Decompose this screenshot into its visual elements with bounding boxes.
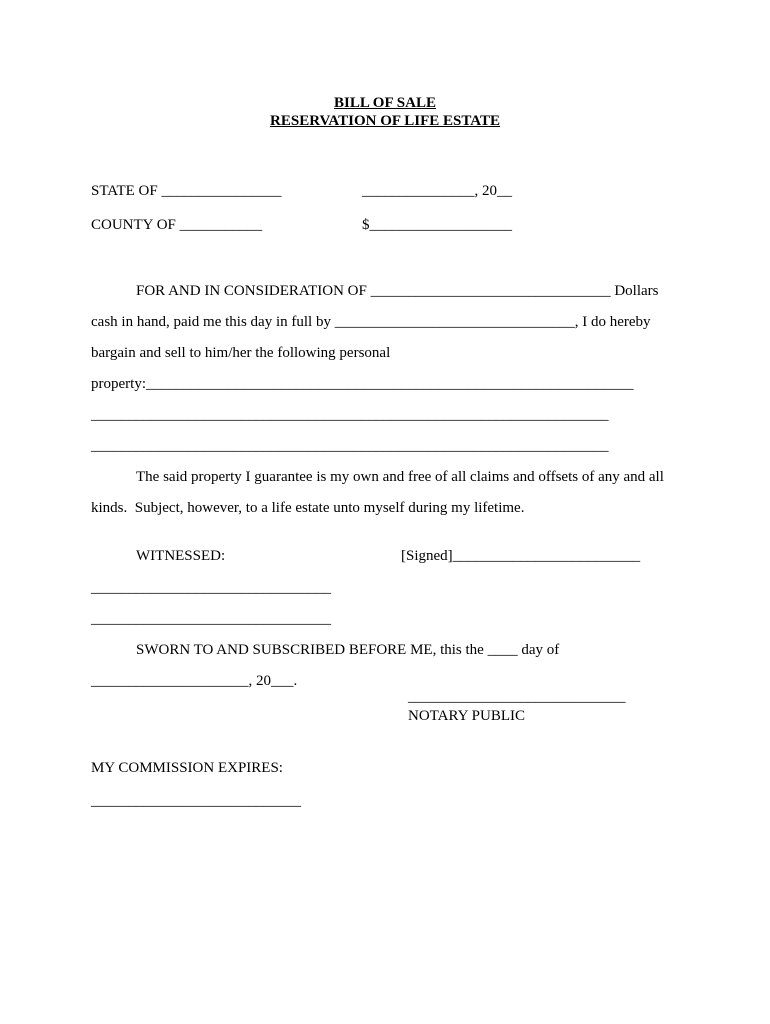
notary-date-line: _____________________, 20___. [91,673,298,689]
property-blank-line-1: _____________________________________________________________________ [91,407,609,423]
sworn-line: SWORN TO AND SUBSCRIBED BEFORE ME, this the ____ day of [136,642,560,658]
consideration-line-3: bargain and sell to him/her the following personal [91,345,391,361]
date-field: _______________, 20__ [362,183,512,199]
amount-field: $___________________ [362,217,512,233]
consideration-line-2: cash in hand, paid me this day in full by ________________________________, I do hereby [91,314,651,330]
guarantee-line-2: kinds. Subject, however, to a life estate unto myself during my lifetime. [91,500,525,516]
commission-expires-label: MY COMMISSION EXPIRES: [91,760,283,776]
signed-line: [Signed]_________________________ [401,548,641,564]
document-title: BILL OF SALE [334,95,436,111]
state-field: STATE OF ________________ [91,183,282,199]
commission-expires-line: ____________________________ [91,793,301,809]
witnessed-label: WITNESSED: [136,548,226,564]
county-field: COUNTY OF ___________ [91,217,263,233]
notary-public-label: NOTARY PUBLIC [408,708,526,724]
document-subtitle: RESERVATION OF LIFE ESTATE [270,113,500,129]
witness-line-2: ________________________________ [91,611,331,627]
consideration-line-1: FOR AND IN CONSIDERATION OF ________________________________ Dollars [136,283,659,299]
notary-signature-line: _____________________________ [408,689,626,705]
guarantee-line-1: The said property I guarantee is my own and free of all claims and offsets of any and all [136,469,664,485]
witness-line-1: ________________________________ [91,580,331,596]
property-blank-line-2: _____________________________________________________________________ [91,438,609,454]
property-line: property:_________________________________________________________________ [91,376,634,392]
